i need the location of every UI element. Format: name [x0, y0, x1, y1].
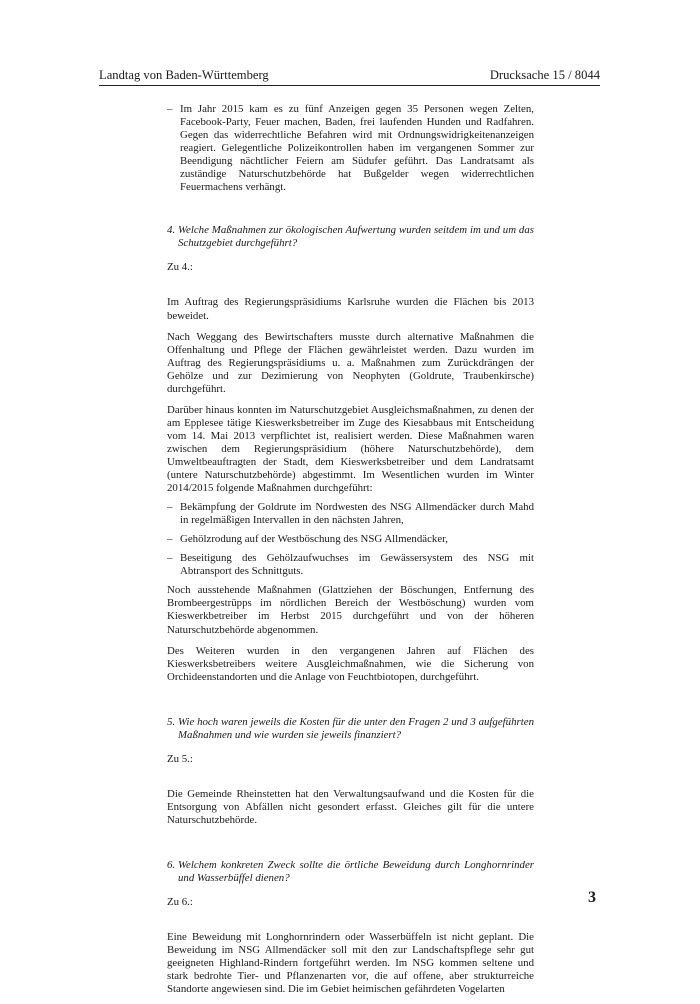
paragraph: Noch ausstehende Maßnahmen (Glattziehen der Böschungen, Entfernung des Brombeergestrüpps im nördlichen Bereich der Westböschung) wurden vom Kieswerkbetreiber im Herbst 2015 durchgeführt und von der höheren Naturschutzbehörde abgenommen.	[167, 584, 534, 636]
question-number: 5.	[167, 715, 176, 728]
list-item	[167, 103, 534, 194]
page-number: 3	[588, 889, 596, 906]
question-4	[167, 224, 534, 250]
answer-label-4: Zu 4.:	[167, 261, 193, 274]
paragraph: Eine Beweidung mit Longhornrindern oder Wasserbüffeln ist nicht geplant. Die Beweidung im NSG Allmendäcker soll mit den zur Landschaftspflege sehr gut geeigneten Highland-Rindern fortgeführt werden. Im NSG kommen seltene und stark bedrohte Tier- und Pflanzenarten vor, die auf offene, aber strukturreiche Standorte angewiesen sind. Die im Gebiet heimischen gefährdeten Vogelarten	[167, 931, 534, 996]
answer-label-5: Zu 5.:	[167, 752, 193, 765]
question-6	[167, 859, 534, 885]
paragraph: Die Gemeinde Rheinstetten hat den Verwaltungsaufwand und die Kosten für die Entsorgung von Abfällen nicht gesondert erfasst. Gleiches gilt für die untere Naturschutzbehörde.	[167, 787, 534, 826]
document-body	[167, 103, 534, 1004]
list-item-text: Beseitigung des Gehölzaufwuchses im Gewässersystem des NSG mit Abtransport des Schnittguts.	[180, 552, 534, 578]
page-header	[99, 67, 600, 86]
list-item	[167, 552, 534, 578]
question-5	[167, 716, 534, 742]
header-parliament-name: Landtag von Baden-Württemberg	[99, 68, 269, 82]
question-number: 6.	[167, 858, 176, 871]
question-number: 4.	[167, 224, 176, 237]
list-item-text: Gehölzrodung auf der Westböschung des NSG Allmendäcker,	[180, 533, 449, 546]
question-text: Welchem konkreten Zweck sollte die örtliche Beweidung durch Longhornrinder und Wasserbüffel dienen?	[178, 858, 534, 885]
list-item	[167, 533, 534, 546]
list-item-text: Bekämpfung der Goldrute im Nordwesten des NSG Allmendäcker durch Mahd in regelmäßigen Intervallen in den nächsten Jahren,	[180, 501, 534, 527]
question-text: Wie hoch waren jeweils die Kosten für die unter den Fragen 2 und 3 aufgeführten Maßnahmen und wie wurden sie jeweils finanziert?	[178, 715, 534, 741]
list-item-text: Im Jahr 2015 kam es zu fünf Anzeigen gegen 35 Personen wegen Zelten, Facebook-Party, Feuer machen, Baden, frei laufenden Hunden und Radfahren. Gegen das widerrechtliche Befahren wird mit Ordnungswidrigkeitenanzeigen reagiert. Gelegentliche Polizeikontrollen haben im vergangenen Sommer zur Beendigung nächtlicher Feiern am Südufer geführt. Das Landratsamt als zuständige Naturschutzbehörde hat Bußgelder wegen widerrechtlichen Feuermachens verhängt.	[180, 103, 534, 194]
dash-bullet: –	[167, 103, 173, 115]
dash-bullet: –	[167, 533, 173, 546]
question-text: Welche Maßnahmen zur ökologischen Aufwertung wurden seitdem im und um das Schutzgebiet durchgeführt?	[178, 224, 534, 250]
paragraph: Darüber hinaus konnten im Naturschutzgebiet Ausgleichsmaßnahmen, zu denen der am Epplesee tätige Kieswerksbetreiber im Zuge des Kiesabbaus mit Entscheidung vom 14. Mai 2013 verpflichtet ist, realisiert werden. Diese Maßnahmen waren zwischen dem Regierungspräsidium (höhere Naturschutzbehörde), dem Umweltbeauftragten der Stadt, dem Kieswerksbetreiber und dem Landratsamt (untere Naturschutzbehörde) abgestimmt. Im Wesentlichen wurden im Winter 2014/2015 folgende Maßnahmen durchgeführt:	[167, 403, 534, 495]
paragraph: Im Auftrag des Regierungspräsidiums Karlsruhe wurden die Flächen bis 2013 beweidet.	[167, 296, 534, 322]
dash-bullet: –	[167, 552, 173, 565]
answer-label-6: Zu 6.:	[167, 896, 193, 909]
header-document-number: Drucksache 15 / 8044	[489, 68, 600, 82]
list-item	[167, 501, 534, 527]
paragraph: Des Weiteren wurden in den vergangenen Jahren auf Flächen des Kieswerksbetreibers weitere Ausgleichmaßnahmen, wie die Sicherung von Orchideenstandorten und die Anlage von Feuchtbiotopen, durchgeführt.	[167, 644, 534, 683]
dash-bullet: –	[167, 501, 173, 514]
paragraph: Nach Weggang des Bewirtschafters musste durch alternative Maßnahmen die Offenhaltung und Pflege der Flächen gewährleistet werden. Dazu wurden im Auftrag des Regierungspräsidiums u. a. Maßnahmen zum Zurückdrängen der Gehölze und zur Dezimierung von Neophyten (Goldrute, Traubenkirsche) durchgeführt.	[167, 330, 534, 395]
